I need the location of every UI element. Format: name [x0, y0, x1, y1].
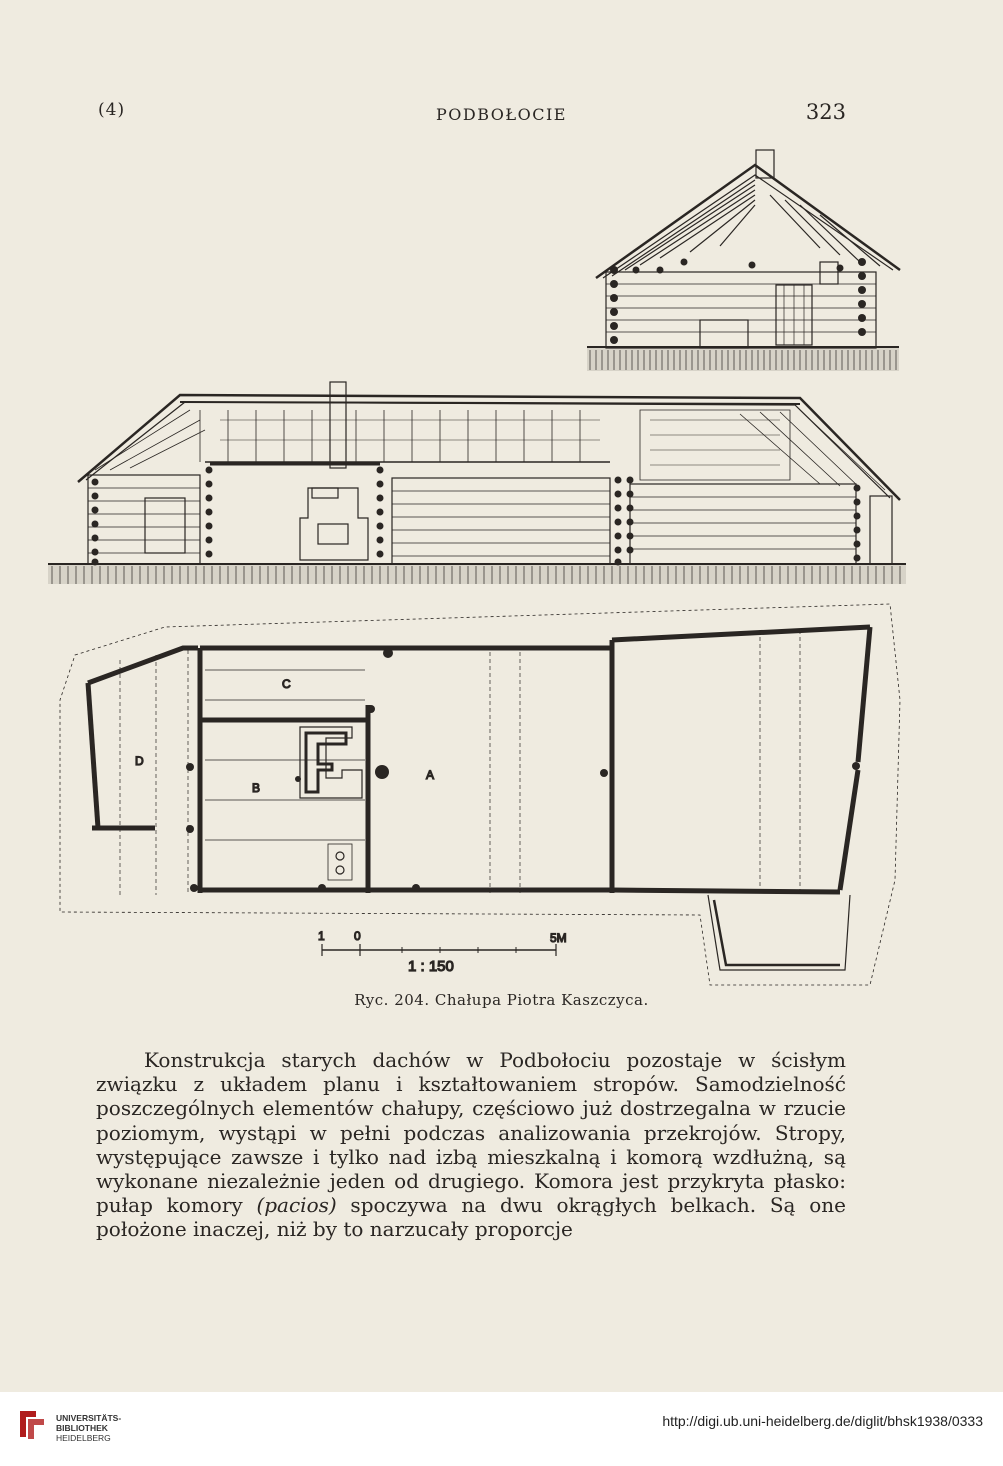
plan-label-c: C [282, 677, 291, 691]
scale-tick-5m: 5M [550, 931, 567, 945]
library-logo-icon [14, 1407, 50, 1443]
plan-label-a: A [426, 768, 435, 782]
paragraph-text-start: Konstrukcja starych dachów w Podbołociu pozostaje w ścisłym związku z układem planu i kształtowaniem stropów. Samodzielność poszczególnych elementów chałupy, częściowo już dostrzegalna w rzucie poziomym, wystąpi w pełni podczas analizowania przekrojów. Stropy, występujące zawsze i tylko nad izbą mieszkalną i komorą wzdłużną, są wykonane niezależnie jeden od drugiego. Komora jest przykryta płasko: pułap komory [96, 1048, 846, 1218]
paragraph-italic-term: (pacios) [256, 1193, 337, 1218]
cross-section-drawing [587, 150, 900, 371]
source-url-link[interactable]: http://digi.ub.uni-heidelberg.de/diglit/bhsk1938/0333 [662, 1413, 983, 1429]
header-section-number: (4) [98, 100, 126, 120]
figure-caption: Ryc. 204. Chałupa Piotra Kaszczyca. [354, 991, 649, 1009]
scale-ratio: 1 : 150 [408, 958, 454, 975]
long-section-drawing [48, 382, 906, 584]
body-paragraph [96, 1048, 846, 1242]
plan-label-d: D [135, 754, 144, 768]
scale-bar [318, 929, 567, 975]
plan-label-b: B [252, 781, 261, 795]
scale-tick-0: 0 [354, 929, 361, 943]
library-name: UNIVERSITÄTS- BIBLIOTHEK HEIDELBERG [56, 1413, 122, 1443]
paragraph-text-end: spoczywa na dwu okrągłych belkach. Są one położone inaczej, niż by to narzucały proporcje [96, 1193, 846, 1242]
page-number: 323 [805, 100, 846, 124]
floor-plan-drawing [60, 604, 900, 985]
library-footer [0, 1392, 1003, 1466]
scale-tick-1: 1 [318, 929, 325, 943]
header-title: PODBOŁOCIE [436, 105, 567, 124]
